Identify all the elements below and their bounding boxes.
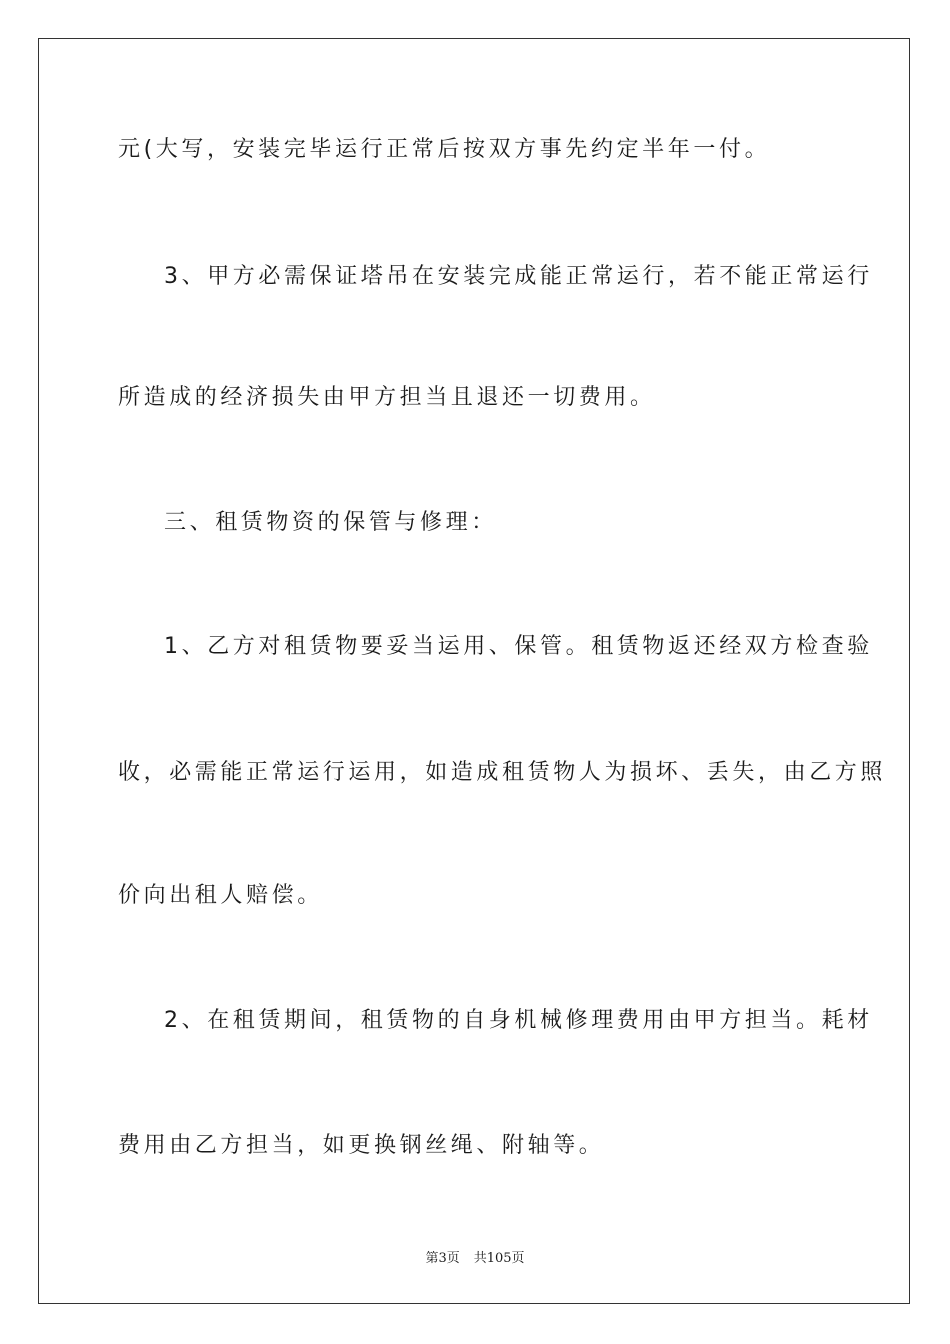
- total-pages: 共105页: [473, 1251, 525, 1266]
- page-footer: [0, 1247, 950, 1266]
- paragraph-line: 价向出租人赔偿。: [118, 883, 323, 908]
- paragraph-line: 元(大写，安装完毕运行正常后按双方事先约定半年一付。: [118, 137, 771, 162]
- paragraph-line: 费用由乙方担当，如更换钢丝绳、附轴等。: [118, 1133, 605, 1158]
- paragraph-line: 1、乙方对租赁物要妥当运用、保管。租赁物返还经双方检查验: [164, 634, 873, 659]
- paragraph-line: 3、甲方必需保证塔吊在安装完成能正常运行，若不能正常运行: [164, 264, 873, 289]
- paragraph-line: 所造成的经济损失由甲方担当且退还一切费用。: [118, 385, 656, 410]
- page-border: [38, 38, 910, 1304]
- paragraph-line: 2、在租赁期间，租赁物的自身机械修理费用由甲方担当。耗材: [164, 1008, 873, 1033]
- paragraph-line: 收，必需能正常运行运用，如造成租赁物人为损坏、丢失，由乙方照: [118, 760, 887, 785]
- section-heading: 三、租赁物资的保管与修理：: [164, 510, 497, 535]
- page-number: 第3页: [425, 1251, 460, 1266]
